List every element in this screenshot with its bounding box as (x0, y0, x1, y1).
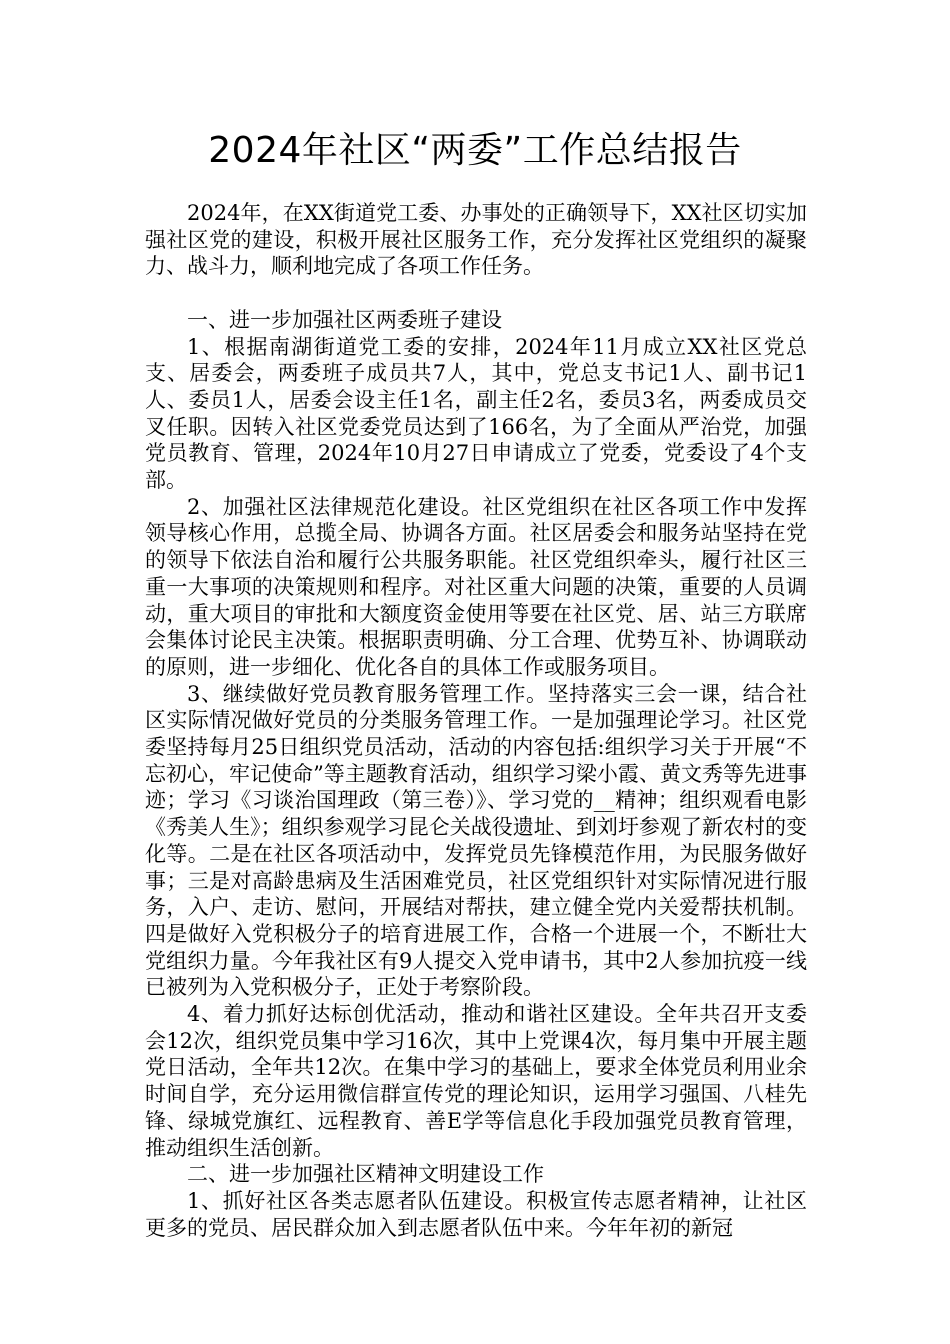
document-body (145, 200, 807, 1241)
paragraph-1-3: 3、继续做好党员教育服务管理工作。坚持落实三会一课，结合社区实际情况做好党员的分类服务管理工作。一是加强理论学习。社区党委坚持每月25日组织党员活动，活动的内容包括:组织学习关于开展“不忘初心，牢记使命”等主题教育活动，组织学习梁小霞、黄文秀等先进事迹；学习《习谈治国理政（第三卷）》、学习党的__精神；组织观看电影《秀美人生》；组织参观学习昆仑关战役遗址、到刘圩参观了新农村的变化等。二是在社区各项活动中，发挥党员先锋模范作用，为民服务做好事；三是对高龄患病及生活困难党员，社区党组织针对实际情况进行服务，入户、走访、慰问，开展结对帮扶，建立健全党内关爱帮扶机制。四是做好入党积极分子的培育进展工作，合格一个进展一个，不断壮大党组织力量。今年我社区有9人提交入党申请书，其中2人参加抗疫一线已被列为入党积极分子，正处于考察阶段。 (145, 681, 807, 1000)
paragraph-1-1: 1、根据南湖街道党工委的安排，2024年11月成立XX社区党总支、居委会，两委班子成员共7人，其中，党总支书记1人、副书记1人、委员1人，居委会设主任1名，副主任2名，委员3名，两委成员交叉任职。因转入社区党委党员达到了166名，为了全面从严治党，加强党员教育、管理，2024年10月27日申请成立了党委，党委设了4个支部。 (145, 334, 807, 493)
paragraph-2-1: 1、抓好社区各类志愿者队伍建设。积极宣传志愿者精神，让社区更多的党员、居民群众加入到志愿者队伍中来。今年年初的新冠 (145, 1189, 807, 1240)
paragraph-1-4: 4、着力抓好达标创优活动，推动和谐社区建设。全年共召开支委会12次，组织党员集中学习16次，其中上党课4次，每月集中开展主题党日活动，全年共12次。在集中学习的基础上，要求全体党员利用业余时间自学，充分运用微信群宣传党的理论知识，运用学习强国、八桂先锋、绿城党旗红、远程教育、善E学等信息化手段加强党员教育管理，推动组织生活创新。 (145, 1002, 807, 1160)
paragraph-1-2: 2、加强社区法律规范化建设。社区党组织在社区各项工作中发挥领导核心作用，总揽全局、协调各方面。社区居委会和服务站坚持在党的领导下依法自治和履行公共服务职能。社区党组织牵头，履行社区三重一大事项的决策规则和程序。对社区重大问题的决策，重要的人员调动，重大项目的审批和大额度资金使用等要在社区党、居、站三方联席会集体讨论民主决策。根据职责明确、分工合理、优势互补、协调联动的原则，进一步细化、优化各自的具体工作或服务项目。 (145, 494, 807, 679)
intro-paragraph: 2024年，在XX街道党工委、办事处的正确领导下，XX社区切实加强社区党的建设，积极开展社区服务工作，充分发挥社区党组织的凝聚力、战斗力，顺利地完成了各项工作任务。 (145, 201, 807, 279)
section-heading-1: 一、进一步加强社区两委班子建设 (187, 307, 502, 332)
section-heading-2: 二、进一步加强社区精神文明建设工作 (187, 1162, 544, 1187)
document-title: 2024年社区“两委”工作总结报告 (208, 130, 742, 171)
